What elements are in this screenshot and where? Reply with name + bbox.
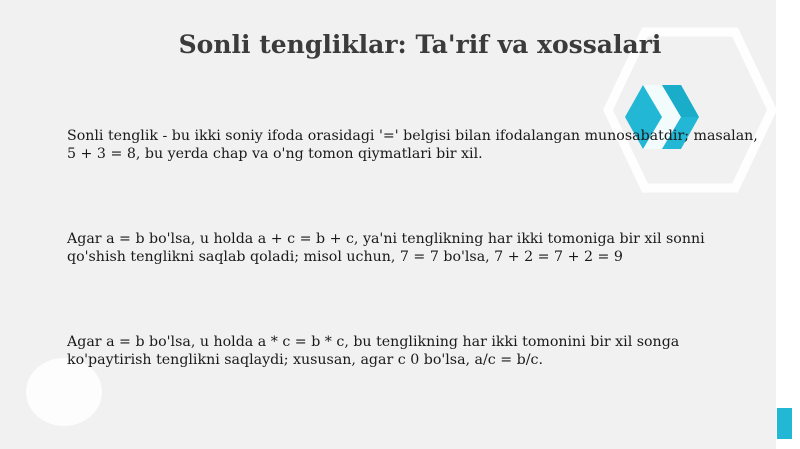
- paragraph-addition-property: Agar a = b bo'lsa, u holda a + c = b + c, ya'ni tenglikning har ikki tomoniga bir xil sonni qo'shish tenglikni saqlab qoladi; misol uchun, 7 = 7 bo'lsa, 7 + 2 = 7 + 2 = 9: [67, 231, 705, 265]
- side-strip: [776, 0, 800, 449]
- slide-title: Sonli tengliklar: Ta'rif va xossalari: [178, 30, 662, 59]
- paragraph-multiplication-property: Agar a = b bo'lsa, u holda a * c = b * c, bu tenglikning har ikki tomonini bir xil songa ko'paytirish tenglikni saqlaydi; xususan, agar c 0 bo'lsa, a/c = b/c.: [67, 334, 680, 368]
- paragraph-definition: Sonli tenglik - bu ikki soniy ifoda orasidagi '=' belgisi bilan ifodalangan munosabatdir; masalan, 5 + 3 = 8, bu yerda chap va o'ng tomon qiymatlari bir xil.: [67, 128, 758, 162]
- accent-tab: [777, 408, 792, 439]
